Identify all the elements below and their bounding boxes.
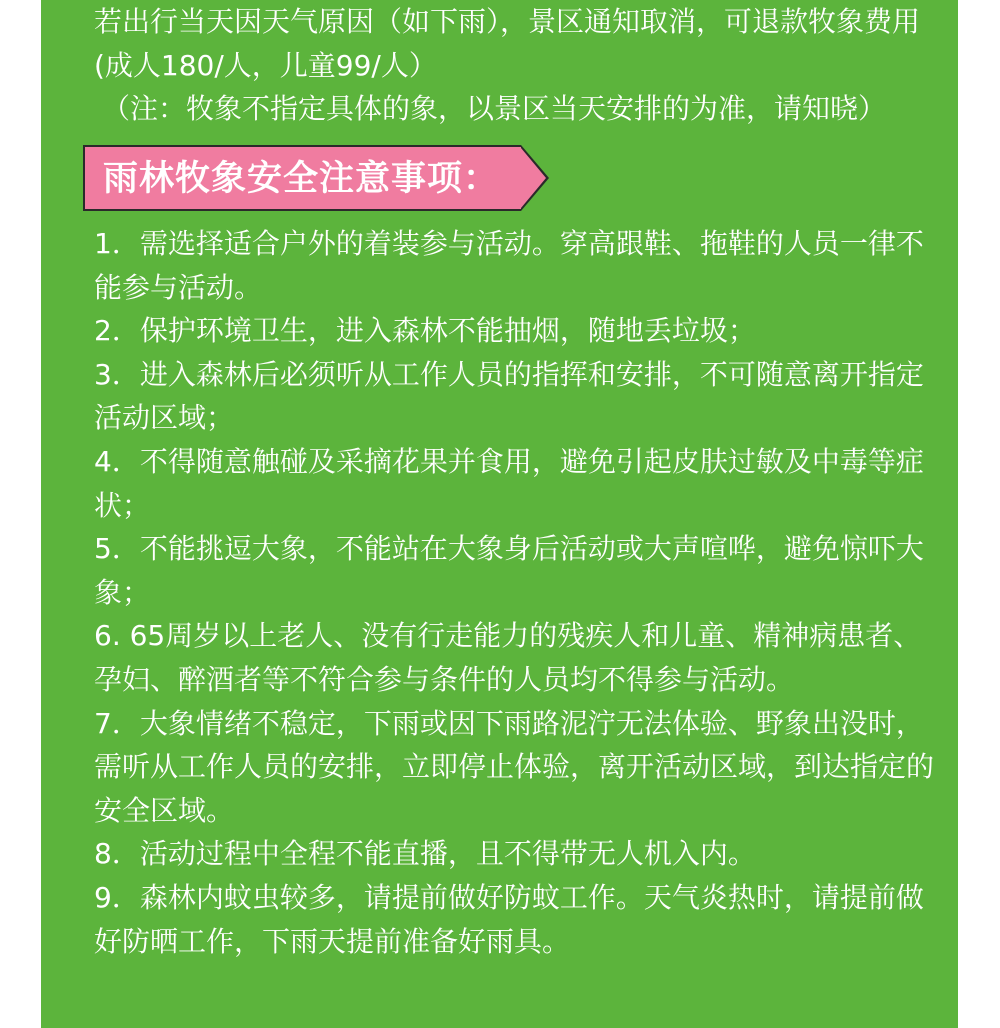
rule-item: 5．不能挑逗大象，不能站在大象身后活动或大声喧哗，避免惊吓大象； bbox=[94, 532, 924, 609]
rule-item: 4．不得随意触碰及采摘花果并食用，避免引起皮肤过敏及中毒等症状； bbox=[94, 444, 924, 522]
rule-item: 7．大象情绪不稳定，下雨或因下雨路泥泞无法体验、野象出没时，需听从工作人员的安排，立即停止体验，离开活动区域，到达指定的安全区域。 bbox=[94, 706, 935, 827]
rule-item: 2．保护环境卫生，进入森林不能抽烟，随地丢垃圾； bbox=[94, 314, 756, 348]
refund-notice bbox=[94, 0, 939, 131]
rule-item: 8．活动过程中全程不能直播，且不得带无人机入内。 bbox=[94, 837, 756, 871]
rule-item: 9．森林内蚊虫较多，请提前做好防蚊工作。天气炎热时，请提前做好防晒工作，下雨天提前准备好雨具。 bbox=[94, 880, 924, 958]
rule-item: 6. 65周岁以上老人、没有行走能力的残疾人和儿童、精神病患者、孕妇、醉酒者等不符合参与条件的人员均不得参与活动。 bbox=[94, 619, 922, 696]
refund-note: （注：牧象不指定具体的象，以景区当天安排的为准，请知晓） bbox=[102, 92, 887, 125]
safety-rules-list bbox=[94, 222, 939, 963]
rule-item: 1．需选择适合户外的着装参与活动。穿高跟鞋、拖鞋的人员一律不能参与活动。 bbox=[94, 227, 924, 304]
section-heading: 雨林牧象安全注意事项： bbox=[103, 159, 500, 199]
rule-item: 3．进入森林后必须听从工作人员的指挥和安排，不可随意离开指定活动区域； bbox=[94, 357, 924, 435]
refund-text: 若出行当天因天气原因（如下雨），景区通知取消，可退款牧象费用(成人180/人，儿童99/人） bbox=[94, 5, 921, 82]
section-heading-banner bbox=[83, 145, 521, 211]
